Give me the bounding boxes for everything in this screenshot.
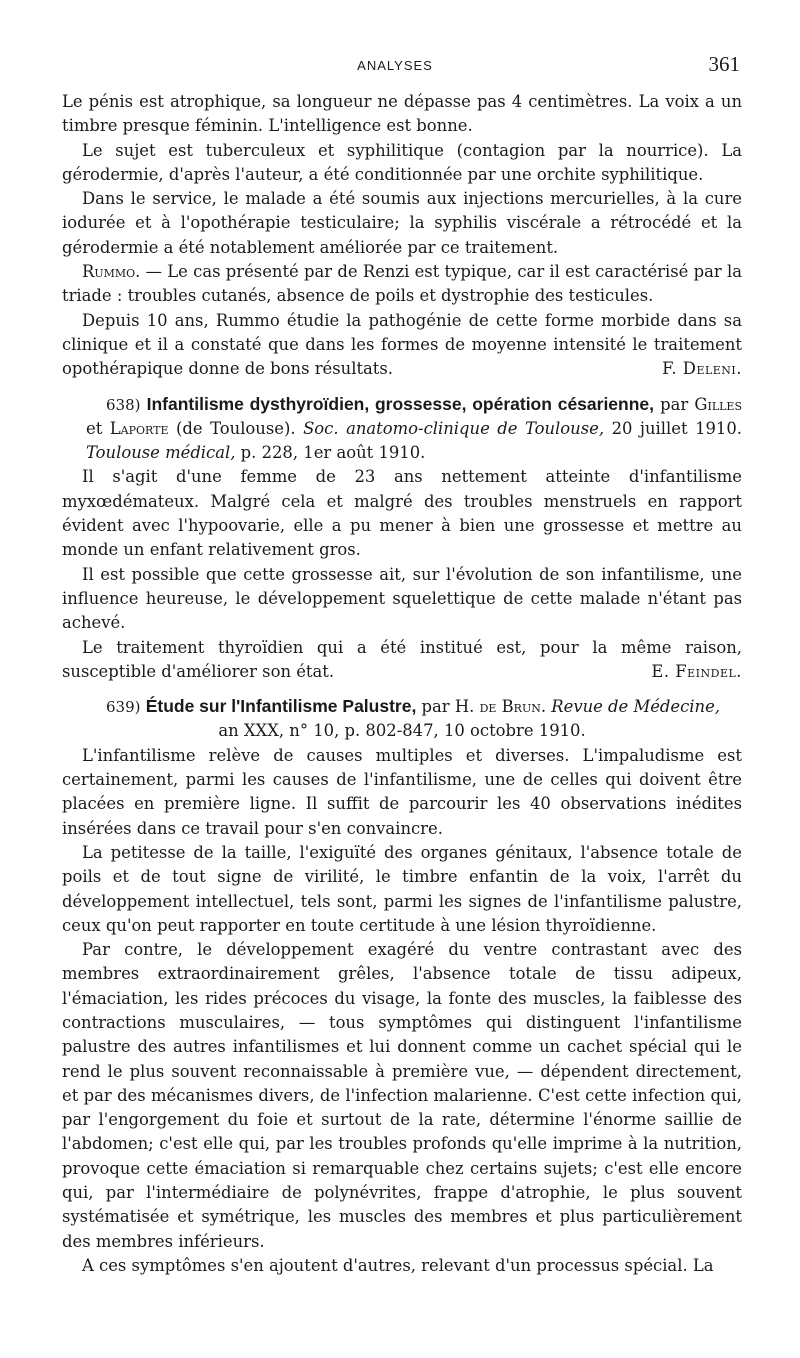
paragraph-text: — Le cas présenté par de Renzi est typique, car il est caractérisé par la triade : troubles cutanés, absence de poils et dystrophie des testicules.: [62, 262, 742, 306]
paragraph: A ces symptômes s'en ajoutent d'autres, relevant d'un processus spécial. La: [82, 1255, 714, 1275]
paragraph: Dans le service, le malade a été soumis aux injections mercurielles, à la cure iodurée et à l'opothérapie testiculaire; la syphilis viscérale a rétrocédé et la gérodermie a été notablement améliorée par ce traitement.: [62, 189, 742, 257]
abstract-639: [62, 694, 742, 1278]
abstract-title: Étude sur l'Infantilisme Palustre,: [145, 696, 417, 717]
author-name: Gilles: [694, 394, 742, 414]
paragraph: [62, 260, 742, 309]
paragraph: Par contre, le développement exagéré du ventre contrastant avec des membres extraordinairement grêles, l'absence totale de tissu adipeux, l'émaciation, les rides précoces du visage, la fonte des muscles, la faiblesse des contractions musculaires, — tous symptômes qui distinguent l'infantilisme palustre des autres infantilismes et lui donnent comme un cachet spécial qui le rend le plus souvent reconnaissable à première vue, — dépendent directement, et par des mécanismes divers, de l'infection malarienne. C'est cette infection qui, par l'engorgement du foie et surtout de la rate, détermine l'énorme saillie de l'abdomen; c'est elle qui, par les troubles profonds qu'elle imprime à la nutrition, provoque cette émaciation si remarquable chez certains sujets; c'est elle encore qui, par l'intermédiaire de polynévrites, frappe d'atrophie, le plus souvent systématisée et symétrique, les muscles des membres et plus particulièrement des membres inférieurs.: [62, 940, 742, 1251]
journal-name: Revue de Médecine,: [546, 697, 721, 717]
paragraph-text: Le traitement thyroïdien qui a été institué est, pour la même raison, susceptible d'améliorer son état.: [62, 637, 742, 681]
abstract-number: 638): [106, 395, 141, 414]
citation-ref: p. 228, 1er août 1910.: [235, 443, 426, 463]
discussant-name: Rummo.: [82, 262, 141, 282]
page-number: 361: [708, 52, 740, 76]
page-header: [50, 52, 740, 82]
abstract-heading: 638) Infantilisme dysthyroïdien, grossesse, opération césarienne, par Gilles et Laporte (de Toulouse). Soc. anatomo-clinique de Toulouse, 20 juillet 1910. Toulouse médical, p. 228, 1er août 1910.: [86, 393, 743, 463]
citation-ref: an XXX, n° 10, p. 802-847, 10 octobre 1910.: [218, 721, 586, 741]
paragraph: [62, 636, 742, 685]
paragraph: Il s'agit d'une femme de 23 ans nettement atteinte d'infantilisme myxœdémateux. Malgré cela et malgré des troubles menstruels en rapport évident avec l'hypoovarie, elle a pu mener à bien une grossesse et mettre au monde un enfant relativement gros.: [62, 467, 742, 560]
paragraph-text: Depuis 10 ans, Rummo étudie la pathogénie de cette forme morbide dans sa clinique et il a constaté que dans les formes de moyenne intensité le traitement opothérapique donne de bons résultats.: [62, 310, 742, 379]
running-title: ANALYSES: [357, 58, 433, 73]
paragraph: [62, 309, 742, 382]
paragraph: La petitesse de la taille, l'exiguïté des organes génitaux, l'absence totale de poils et de tout signe de virilité, le timbre enfantin de la voix, l'arrêt du développement intellectuel, tels sont, parmi les signes de l'infantilisme palustre, ceux qu'on peut rapporter en toute certitude à une lésion thyroïdienne.: [62, 842, 742, 935]
reviewer-signature: E. Feindel.: [651, 661, 742, 681]
reviewer-signature: F. Deleni.: [662, 359, 742, 379]
article-body: [62, 90, 742, 1278]
paragraph: L'infantilisme relève de causes multiples et diverses. L'impaludisme est certainement, parmi les causes de l'infantilisme, une de celles qui doivent être placées en première ligne. Il suffit de parcourir les 40 observations inédites insérées dans ce travail pour s'en convaincre.: [62, 745, 742, 838]
journal-name: Soc. anatomo-clinique de Toulouse,: [303, 418, 605, 438]
paragraph: Le pénis est atrophique, sa longueur ne dépasse pas 4 centimètres. La voix a un timbre presque féminin. L'intelligence est bonne.: [62, 92, 742, 136]
abstract-number: 639): [106, 698, 141, 717]
abstract-638: [62, 392, 742, 685]
paragraph: Il est possible que cette grossesse ait, sur l'évolution de son infantilisme, une influence heureuse, le développement squelettique de cette malade n'étant pas achevé.: [62, 564, 742, 633]
journal-name: Toulouse médical,: [86, 443, 236, 463]
abstract-title: Infantilisme dysthyroïdien, grossesse, opération césarienne,: [146, 393, 655, 414]
author-name: Laporte: [109, 418, 169, 438]
author-name: de Brun.: [479, 697, 547, 717]
abstract-heading: 639) Étude sur l'Infantilisme Palustre, par H. de Brun. Revue de Médecine,: [106, 696, 721, 717]
paragraph: Le sujet est tuberculeux et syphilitique (contagion par la nourrice). La gérodermie, d'après l'auteur, a été conditionnée par une orchite syphilitique.: [62, 140, 742, 184]
